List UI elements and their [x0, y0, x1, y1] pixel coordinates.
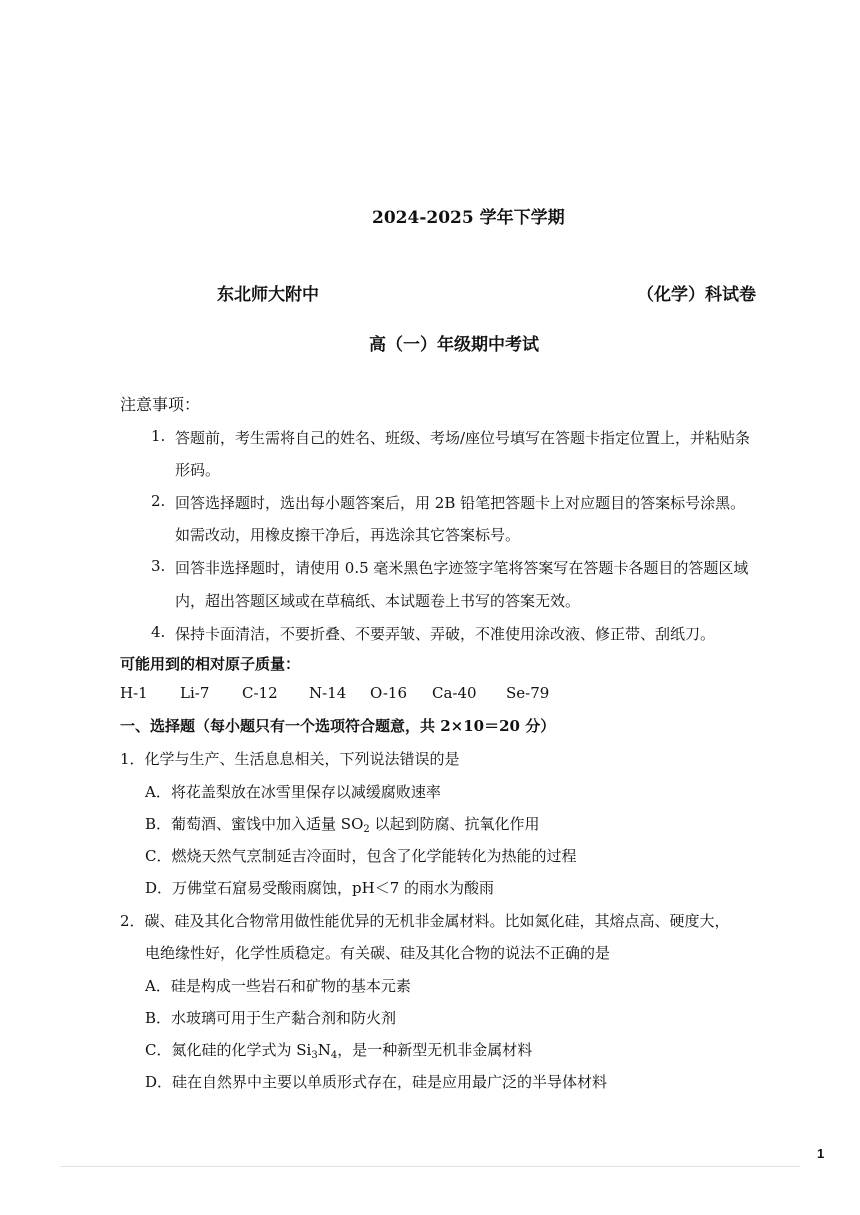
- option-label: D．: [145, 1073, 173, 1091]
- question-stem: 电绝缘性好，化学性质稳定。有关碳、硅及其化合物的说法不正确的是: [145, 944, 611, 962]
- notice-text: 回答非选择题时，请使用 0.5 毫米黑色字迹签字笔将答案写在答题卡各题目的答题区域: [175, 559, 749, 577]
- option-row: [145, 877, 494, 898]
- exam-title: 高（一）年级期中考试: [369, 335, 539, 355]
- atomic-mass-item: H-1: [120, 684, 148, 702]
- footer-divider: [60, 1166, 800, 1167]
- option-label: C．: [145, 1041, 172, 1059]
- option-text: 将花盖梨放在冰雪里保存以减缓腐败速率: [170, 783, 441, 801]
- option-label: A．: [145, 977, 171, 995]
- notice-heading: 注意事项：: [120, 395, 201, 414]
- option-text: ，是一种新型无机非金属材料: [337, 1041, 533, 1059]
- atomic-mass-heading: 可能用到的相对原子质量：: [120, 655, 301, 673]
- option-row: [145, 1007, 396, 1028]
- notice-text: 保持卡面清洁，不要折叠、不要弄皱、弄破，不准使用涂改液、修正带、刮纸刀。: [175, 625, 716, 643]
- section-heading: 一、选择题（每小题只有一个选项符合题意，共 2×10＝20 分）: [120, 717, 556, 735]
- atomic-mass-item: O-16: [370, 684, 408, 702]
- option-row: [145, 781, 441, 802]
- option-row: [145, 1071, 607, 1092]
- notice-number: 1.: [151, 427, 166, 445]
- subscript: 3: [311, 1050, 318, 1061]
- subscript: 2: [363, 824, 370, 835]
- option-label: D．: [145, 879, 173, 897]
- option-text: 氮化硅的化学式为 Si: [171, 1041, 312, 1059]
- atomic-mass-item: Ca-40: [432, 684, 477, 702]
- option-text: 万佛堂石窟易受酸雨腐蚀，pH＜7 的雨水为酸雨: [172, 879, 495, 897]
- notice-number: 4.: [151, 623, 166, 641]
- school-name: 东北师大附中: [217, 285, 319, 305]
- term-title: 2024-2025 学年下学期: [372, 208, 565, 228]
- option-text: N: [317, 1041, 331, 1059]
- notice-text: 形码。: [175, 461, 221, 479]
- atomic-mass-item: N-14: [309, 684, 347, 702]
- option-label: B．: [145, 1009, 172, 1027]
- subscript: 4: [330, 1050, 338, 1061]
- option-text: 硅是构成一些岩石和矿物的基本元素: [170, 977, 411, 995]
- option-label: B．: [145, 815, 172, 833]
- option-text: 燃烧天然气烹制延吉冷面时，包含了化学能转化为热能的过程: [171, 847, 577, 865]
- atomic-mass-item: Se-79: [506, 684, 550, 702]
- option-label: C．: [145, 847, 172, 865]
- question-stem: 2．碳、硅及其化合物常用做性能优异的无机非金属材料。比如氮化硅，其熔点高、硬度大，: [120, 912, 730, 930]
- option-text: 以起到防腐、抗氧化作用: [369, 815, 540, 833]
- option-row: [145, 813, 540, 834]
- notice-text: 如需改动，用橡皮擦干净后，再选涂其它答案标号。: [175, 526, 521, 544]
- subject-title: （化学）科试卷: [637, 285, 756, 305]
- notice-number: 2.: [151, 492, 166, 510]
- option-text: 水玻璃可用于生产黏合剂和防火剂: [171, 1009, 397, 1027]
- option-text: 葡萄酒、蜜饯中加入适量 SO: [171, 815, 364, 833]
- notice-text: 回答选择题时，选出每小题答案后，用 2B 铅笔把答题卡上对应题目的答案标号涂黑。: [175, 494, 746, 512]
- option-row: [145, 975, 411, 996]
- option-row: [145, 845, 577, 866]
- page-number: 1: [817, 1146, 825, 1161]
- option-row: [145, 1039, 532, 1060]
- notice-text: 内，超出答题区域或在草稿纸、本试题卷上书写的答案无效。: [175, 592, 581, 610]
- atomic-mass-item: C-12: [242, 684, 278, 702]
- option-label: A．: [145, 783, 171, 801]
- notice-number: 3.: [151, 557, 166, 575]
- question-stem: 1．化学与生产、生活息息相关，下列说法错误的是: [120, 750, 460, 768]
- option-text: 硅在自然界中主要以单质形式存在，硅是应用最广泛的半导体材料: [172, 1073, 608, 1091]
- atomic-mass-item: Li-7: [180, 684, 210, 702]
- notice-text: 答题前，考生需将自己的姓名、班级、考场/座位号填写在答题卡指定位置上，并粘贴条: [175, 429, 751, 447]
